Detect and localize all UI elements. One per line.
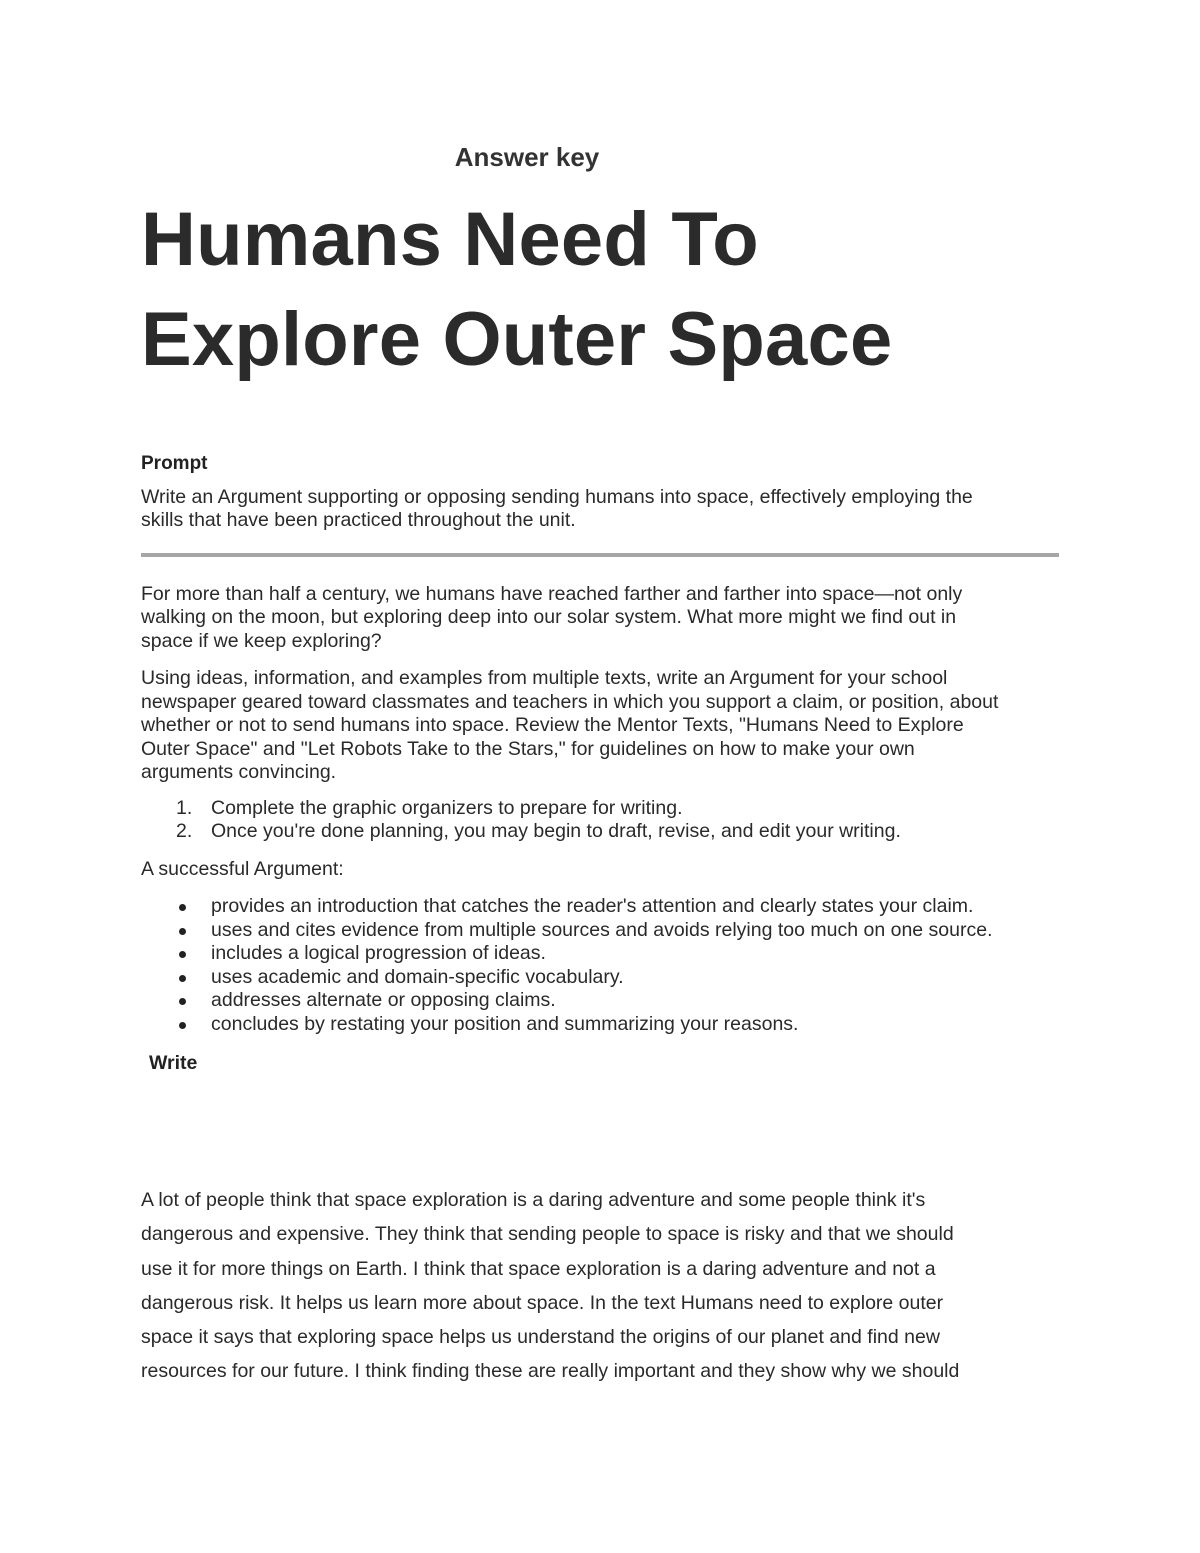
intro-line: walking on the moon, but exploring deep into our solar system. What more might we find out in (141, 606, 957, 628)
bullet-icon (179, 928, 186, 935)
criteria-intro: A successful Argument: (141, 857, 344, 880)
essay-text (141, 1183, 1071, 1389)
list-item (141, 919, 1061, 943)
instructions-line: arguments convincing. (141, 761, 337, 783)
criteria-text: uses and cites evidence from multiple sources and avoids relying too much on one source. (211, 918, 993, 941)
criteria-text: includes a logical progression of ideas. (211, 942, 546, 964)
intro-paragraph (141, 583, 1061, 654)
bullet-icon (179, 1022, 186, 1029)
essay-line: resources for our future. I think finding these are really important and they show why we should (141, 1360, 960, 1383)
criteria-text: uses academic and domain-specific vocabulary. (211, 965, 624, 988)
instructions-line: whether or not to send humans into space. Review the Mentor Texts, "Humans Need to Explore (141, 714, 964, 736)
step-text: Once you're done planning, you may begin to draft, revise, and edit your writing. (211, 820, 901, 842)
step-text: Complete the graphic organizers to prepare for writing. (211, 796, 683, 819)
step-number: 2. (176, 820, 193, 842)
instructions-line: Outer Space" and "Let Robots Take to the Stars," for guidelines on how to make your own (141, 737, 915, 760)
list-item (141, 797, 1061, 821)
essay-line: A lot of people think that space exploration is a daring adventure and some people think it's (141, 1189, 926, 1211)
list-item (141, 989, 1061, 1013)
prompt-line: Write an Argument supporting or opposing sending humans into space, effectively employing the (141, 485, 973, 508)
bullet-icon (179, 904, 186, 911)
prompt-text (141, 486, 1061, 533)
title-line-2: Explore Outer Space (141, 297, 893, 382)
step-number: 1. (176, 796, 193, 819)
intro-line: space if we keep exploring? (141, 629, 382, 652)
list-item (141, 966, 1061, 990)
title-line-1: Humans Need To (141, 197, 759, 282)
instructions-paragraph (141, 667, 1061, 785)
list-item (141, 1013, 1061, 1037)
criteria-text: concludes by restating your position and summarizing your reasons. (211, 1012, 799, 1035)
intro-line: For more than half a century, we humans have reached farther and farther into space—not only (141, 582, 963, 605)
essay-line: dangerous risk. It helps us learn more about space. In the text Humans need to explore outer (141, 1291, 944, 1314)
essay-line: use it for more things on Earth. I think that space exploration is a daring adventure and not a (141, 1257, 936, 1280)
write-heading: Write (149, 1052, 198, 1074)
answer-key-label: Answer key (454, 142, 600, 172)
bullet-icon (179, 975, 186, 982)
list-item (141, 895, 1061, 919)
essay-line: space it says that exploring space helps us understand the origins of our planet and find new (141, 1326, 940, 1349)
instructions-line: Using ideas, information, and examples from multiple texts, write an Argument for your school (141, 667, 948, 689)
instructions-line: newspaper geared toward classmates and teachers in which you support a claim, or position, about (141, 690, 999, 713)
page-title (141, 190, 1101, 390)
prompt-line: skills that have been practiced throughout the unit. (141, 509, 576, 531)
list-item (141, 820, 1061, 844)
steps-list (141, 797, 1061, 844)
criteria-text: addresses alternate or opposing claims. (211, 989, 556, 1011)
criteria-list (141, 895, 1061, 1036)
prompt-section (141, 452, 1061, 1076)
horizontal-divider (141, 553, 1059, 557)
criteria-text: provides an introduction that catches the reader's attention and clearly states your claim. (211, 895, 974, 917)
essay-line: dangerous and expensive. They think that sending people to space is risky and that we should (141, 1223, 954, 1246)
prompt-heading: Prompt (141, 453, 208, 474)
bullet-icon (179, 998, 186, 1005)
list-item (141, 942, 1061, 966)
bullet-icon (179, 951, 186, 958)
